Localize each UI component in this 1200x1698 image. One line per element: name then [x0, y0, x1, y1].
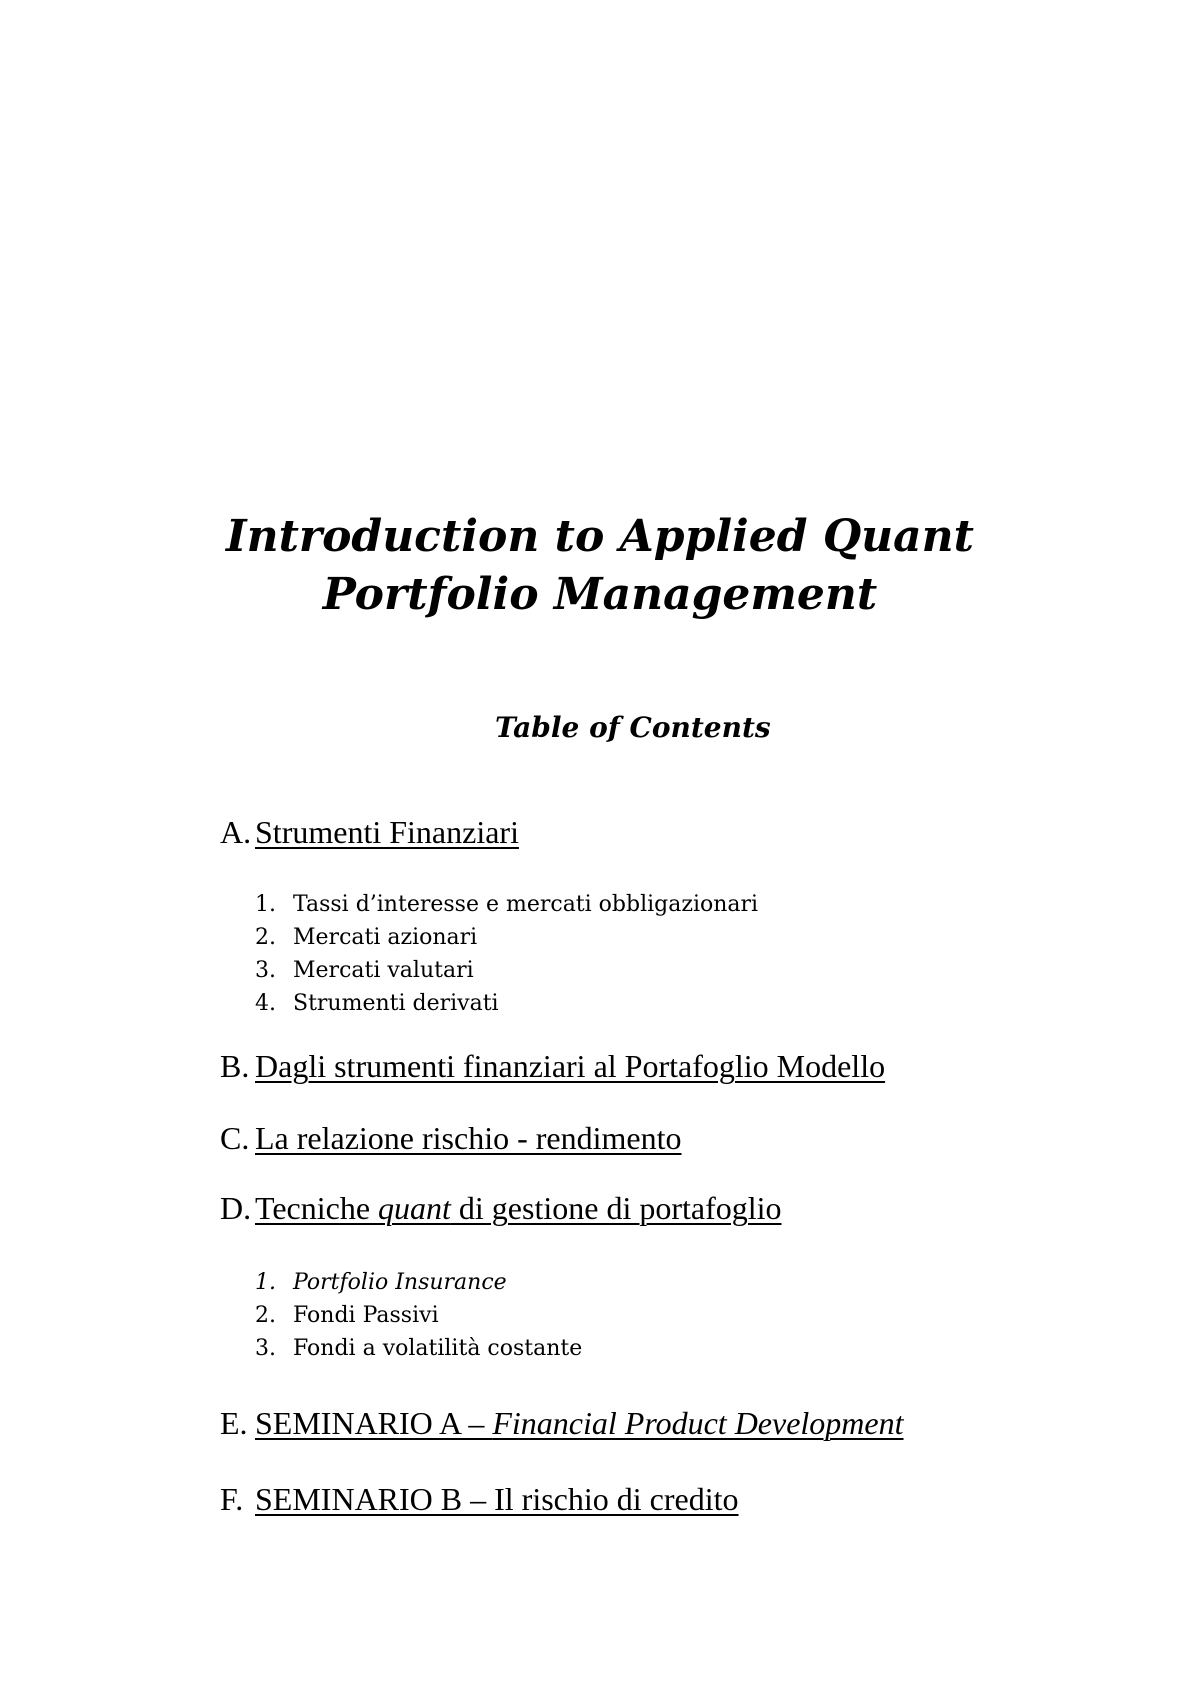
- toc-section-b: [220, 1046, 885, 1086]
- toc-heading: Table of Contents: [495, 711, 771, 744]
- title-line-2: Portfolio Management: [322, 569, 878, 620]
- section-letter: E.: [220, 1405, 248, 1441]
- list-item: 2. Fondi Passivi: [255, 1303, 439, 1328]
- toc-link-rischio-rendimento[interactable]: La relazione rischio - rendimento: [255, 1120, 682, 1156]
- toc-section-a: [220, 812, 519, 852]
- toc-link-seminario-b[interactable]: SEMINARIO B – Il rischio di credito: [255, 1481, 739, 1517]
- toc-sublist-d: [255, 1266, 582, 1365]
- list-item: 2. Mercati azionari: [255, 925, 478, 950]
- section-letter: D.: [220, 1190, 252, 1226]
- title-line-1: Introduction to Applied Quant: [226, 511, 974, 562]
- section-letter: F.: [220, 1481, 244, 1517]
- toc-link-tecniche-quant[interactable]: Tecniche quant di gestione di portafoglio: [255, 1190, 782, 1226]
- list-item: 3. Fondi a volatilità costante: [255, 1336, 583, 1361]
- document-title: [0, 508, 1200, 624]
- list-item: 3. Mercati valutari: [255, 958, 474, 983]
- section-letter: C.: [220, 1120, 250, 1156]
- toc-section-e: [220, 1403, 904, 1443]
- list-item: 1. Tassi d’interesse e mercati obbligazionari: [255, 892, 759, 917]
- toc-sublist-a: [255, 888, 758, 1020]
- section-letter: B.: [220, 1048, 250, 1084]
- toc-link-portafoglio-modello[interactable]: Dagli strumenti finanziari al Portafoglio Modello: [255, 1048, 886, 1084]
- toc-link-strumenti-finanziari[interactable]: Strumenti Finanziari: [255, 814, 519, 850]
- list-item: 4. Strumenti derivati: [255, 991, 499, 1016]
- list-item: 1. Portfolio Insurance: [255, 1270, 507, 1295]
- toc-section-f: [220, 1479, 739, 1519]
- toc-link-seminario-a[interactable]: SEMINARIO A – Financial Product Development: [255, 1405, 904, 1441]
- section-letter: A.: [220, 814, 252, 850]
- toc-section-c: [220, 1118, 681, 1158]
- toc-section-d: [220, 1188, 782, 1228]
